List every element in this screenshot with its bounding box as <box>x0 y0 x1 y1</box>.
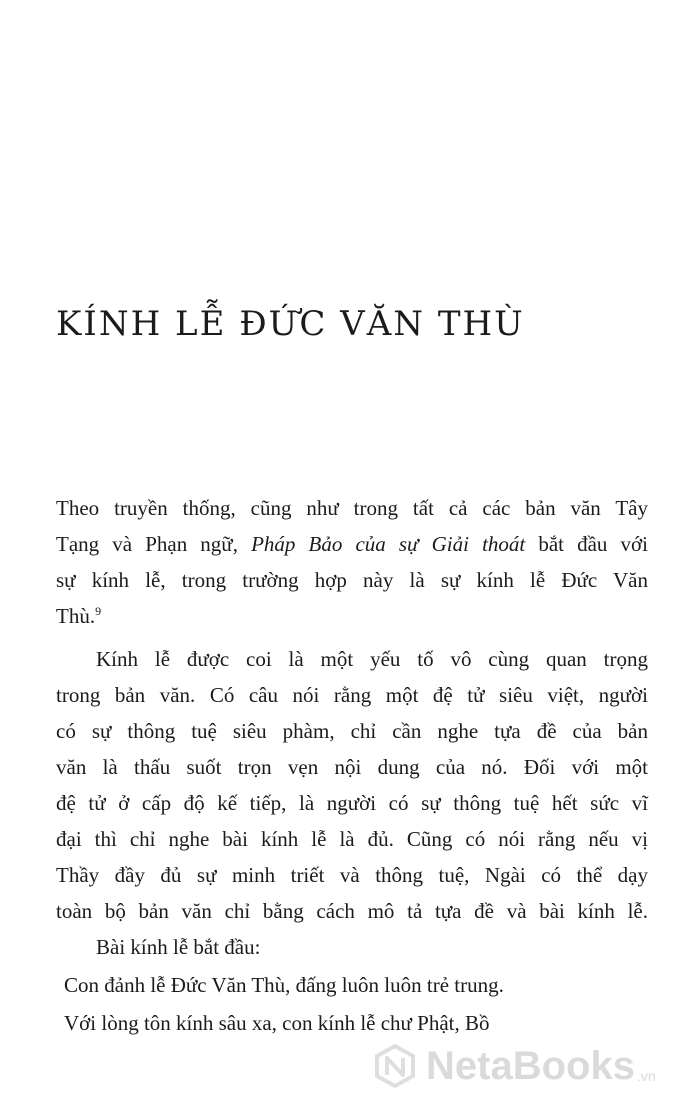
p1-line-2-end: bắt đầu với <box>525 532 648 556</box>
paragraph-4: Con đảnh lễ Đức Văn Thù, đấng luôn luôn trẻ trung. <box>64 973 504 997</box>
book-title-italic: Pháp Bảo của sự Giải thoát <box>251 532 526 556</box>
paragraph-2 <box>56 641 648 929</box>
footnote-marker[interactable]: 9 <box>95 604 102 618</box>
p1-line-2 <box>56 526 648 562</box>
p2-line-2: trong bản văn. Có câu nói rằng một đệ tử siêu việt, người <box>56 683 648 707</box>
p1-line-3: sự kính lễ, trong trường hợp này là sự kính lễ Đức Văn <box>56 568 648 592</box>
paragraph-1 <box>56 490 648 634</box>
p2-line-3: có sự thông tuệ siêu phàm, chỉ cần nghe tựa đề của bản <box>56 719 648 743</box>
p2-line-1: Kính lễ được coi là một yếu tố vô cùng quan trọng <box>96 647 648 671</box>
p1-line-1: Theo truyền thống, cũng như trong tất cả các bản văn Tây <box>56 496 648 520</box>
p1-line-4 <box>56 598 648 634</box>
paragraph-5: Với lòng tôn kính sâu xa, con kính lễ chư Phật, Bồ <box>64 1011 490 1035</box>
p2-line-5: đệ tử ở cấp độ kế tiếp, là người có sự thông tuệ hết sức vĩ <box>56 791 648 815</box>
watermark-suffix: .vn <box>636 1068 656 1084</box>
watermark-text: NetaBooks <box>426 1043 635 1088</box>
netabooks-logo-icon <box>372 1043 418 1089</box>
p2-line-4: văn là thấu suốt trọn vẹn nội dung của nó. Đối với một <box>56 755 648 779</box>
chapter-heading: KÍNH LỄ ĐỨC VĂN THÙ <box>56 304 525 344</box>
p2-line-6: đại thì chỉ nghe bài kính lễ là đủ. Cũng có nói rằng nếu vị <box>56 827 648 851</box>
p1-line-2-start: Tạng và Phạn ngữ, <box>56 532 252 556</box>
p2-line-8: toàn bộ bản văn chỉ bằng cách mô tả tựa đề và bài kính lễ. <box>56 899 648 923</box>
watermark <box>372 1036 656 1096</box>
p2-line-7: Thầy đầy đủ sự minh triết và thông tuệ, Ngài có thể dạy <box>56 863 648 887</box>
paragraph-3: Bài kính lễ bắt đầu: <box>96 935 261 959</box>
p1-line-4-text: Thù. <box>56 604 96 628</box>
